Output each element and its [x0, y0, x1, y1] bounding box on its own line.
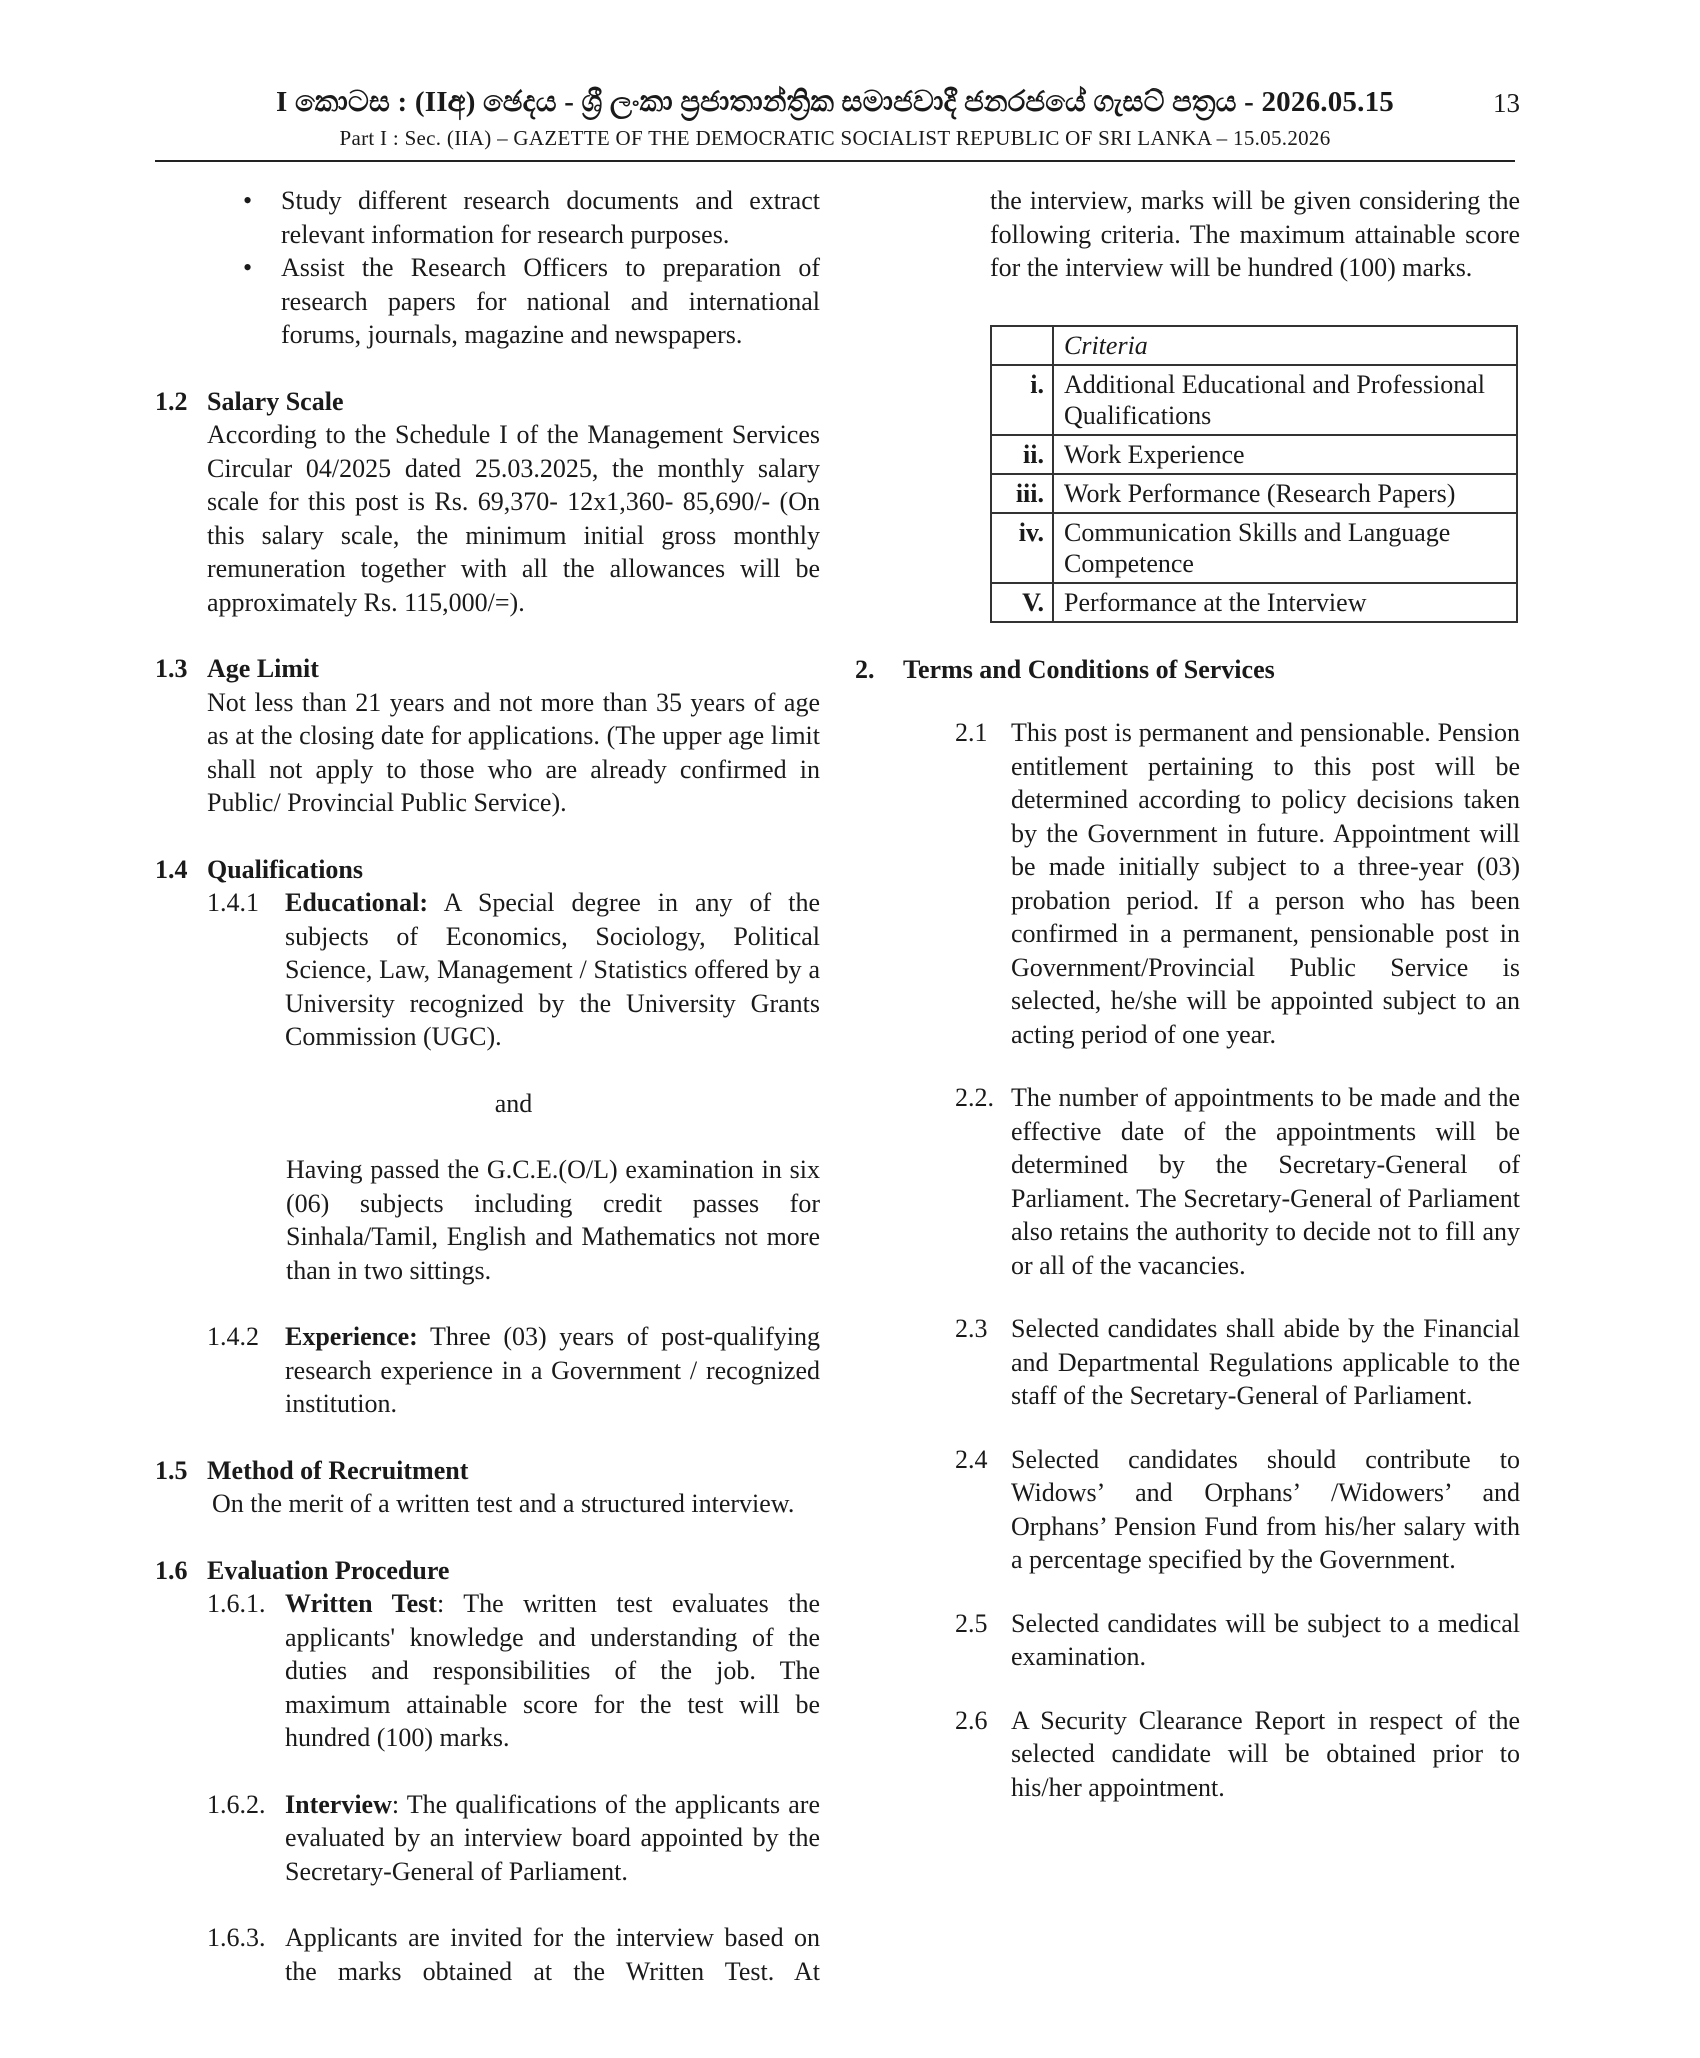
section-number: 1.5 — [155, 1455, 188, 1485]
subsection-number: 1.6.1. — [207, 1589, 266, 1618]
subsection-text — [285, 1320, 820, 1421]
item-number: 2.4 — [955, 1444, 988, 1474]
bullet-text: Assist the Research Officers to preparation of research papers for national and international forums, journals, magazine and newspapers. — [281, 253, 820, 349]
section-heading — [855, 653, 1520, 687]
section-number: 1.6 — [155, 1555, 188, 1585]
subsection — [155, 1921, 820, 1988]
spacer — [155, 1054, 820, 1087]
and-connector: and — [494, 1088, 533, 1118]
spacer — [155, 1888, 820, 1921]
list-item — [855, 1443, 1520, 1577]
table-row — [991, 583, 1517, 622]
criteria-text: Work Performance (Research Papers) — [1053, 474, 1517, 513]
subsection-number: 1.6.3. — [207, 1923, 266, 1952]
section-number: 1.4 — [155, 854, 188, 884]
section-title: Evaluation Procedure — [207, 1555, 450, 1585]
criteria-text: Work Experience — [1053, 435, 1517, 474]
subsection-label: Experience: — [285, 1322, 418, 1351]
subsection-label: Interview — [285, 1789, 392, 1819]
interview-continuation: the interview, marks will be given considering the following criteria. The maximum attainable score for the interview will be hundred (100) marks. — [990, 186, 1520, 282]
section-title: Salary Scale — [207, 386, 344, 416]
section-heading — [155, 853, 820, 887]
section-heading — [155, 1454, 820, 1488]
section-number: 1.2 — [155, 386, 188, 416]
page-number: 13 — [1493, 88, 1520, 118]
header-sinhala: I කොටස : (IIඅ) ඡෙදය - ශ්‍රී ලංකා ප්‍රජාතාන්ත්‍රික සමාජවාදී ජනරජයේ ගැසට් පත්‍රය - 2026.05.15 — [276, 86, 1394, 118]
item-number: 2.1 — [955, 718, 988, 747]
subsection — [155, 886, 820, 1054]
criteria-text: Performance at the Interview — [1053, 583, 1517, 622]
bullet-dot: • — [243, 186, 253, 215]
item-text: The number of appointments to be made and the effective date of the appointments will be determined by the Secretary-General of Parliament. The Secretary-General of Parliament also retains the authority to decide not to fill any or all of the vacancies. — [1011, 1083, 1520, 1280]
subsection-label: Written Test — [285, 1589, 437, 1618]
header-rule — [155, 160, 1515, 162]
subsection-number: 1.4.1 — [207, 888, 259, 917]
olevel-text: Having passed the G.C.E.(O/L) examination in six (06) subjects including credit passes for Sinhala/Tamil, English and Mathematics not more than in two sittings. — [286, 1155, 820, 1285]
table-row — [991, 326, 1517, 365]
subsection-text: Applicants are invited for the interview based on the marks obtained at the Written Test. At — [285, 1923, 820, 1986]
spacer — [155, 1755, 820, 1788]
item-text: Selected candidates should contribute to Widows’ and Orphans’ /Widowers’ and Orphans’ Pension Fund from his/her salary with a percentage specified by the Government. — [1011, 1444, 1520, 1574]
educational-text: A Special degree in any of the subjects of Economics, Sociology, Political Science, Law, Management / Statistics offered by a University recognized by the University Grants Commission (UGC). — [285, 888, 820, 1051]
subsection-number: 1.4.2 — [207, 1322, 259, 1351]
section-title: Qualifications — [207, 854, 364, 884]
spacer — [155, 1120, 820, 1153]
item-text: This post is permanent and pensionable. Pension entitlement pertaining to this post will be determined according to policy decisions taken by the Government in future. Appointment will be made initially subject to a three-year (03) probation period. If a person who has been confirmed in a permanent, pensionable post in Government/Provincial Public Service is selected, he/she will be appointed subject to an acting period of one year. — [1011, 718, 1520, 1049]
header-english: Part I : Sec. (IIA) – GAZETTE OF THE DEMOCRATIC SOCIALIST REPUBLIC OF SRI LANKA – 15.05.2026 — [339, 126, 1331, 150]
table-cell — [991, 326, 1053, 365]
section-title: Age Limit — [207, 654, 319, 683]
list-item — [855, 1081, 1520, 1282]
interview-text: : The qualifications of the applicants are evaluated by an interview board appointed by the Secretary-General of Parliament. — [285, 1789, 820, 1886]
subsection — [155, 1587, 820, 1755]
item-text: Selected candidates will be subject to a medical examination. — [1011, 1608, 1520, 1671]
criteria-number: ii. — [991, 435, 1053, 474]
section-heading — [155, 1554, 820, 1588]
list-item — [855, 716, 1520, 1051]
subsection-text — [285, 1587, 820, 1755]
table-row — [991, 513, 1517, 583]
criteria-text: Communication Skills and Language Competence — [1053, 513, 1517, 583]
criteria-text: Additional Educational and Professional Qualifications — [1053, 365, 1517, 435]
salary-scale-text: According to the Schedule I of the Management Services Circular 04/2025 dated 25.03.2025, the monthly salary scale for this post is Rs. 69,370- 12x1,360- 85,690/- (On this salary scale, the minimum initial gross monthly remuneration together with all the allowances will be approximately Rs. 115,000/=). — [207, 420, 820, 617]
item-number: 2.5 — [955, 1608, 988, 1638]
item-text: A Security Clearance Report in respect of the selected candidate will be obtained prior to his/her appointment. — [1011, 1705, 1520, 1802]
section-heading — [155, 652, 820, 686]
subsection-text — [285, 886, 820, 1054]
item-text: Selected candidates shall abide by the Financial and Departmental Regulations applicable to the staff of the Secretary-General of Parliament. — [1011, 1314, 1520, 1410]
subsection — [155, 1320, 820, 1421]
item-number: 2.2. — [955, 1083, 994, 1112]
section-heading — [155, 385, 820, 419]
section-title: Terms and Conditions of Services — [903, 654, 1275, 684]
section-number: 2. — [855, 654, 875, 684]
table-row — [991, 474, 1517, 513]
spacer — [155, 1287, 820, 1320]
table-row — [991, 365, 1517, 435]
criteria-number: V. — [991, 583, 1053, 622]
bullet-text: Study different research documents and extract relevant information for research purposes. — [281, 186, 820, 249]
list-item — [855, 1312, 1520, 1413]
criteria-number: i. — [991, 365, 1053, 435]
experience-text: Three (03) years of post-qualifying research experience in a Government / recognized institution. — [285, 1322, 820, 1418]
list-item — [855, 1607, 1520, 1674]
item-number: 2.3 — [955, 1314, 988, 1343]
subsection — [155, 1788, 820, 1889]
age-limit-text: Not less than 21 years and not more than 35 years of age as at the closing date for applications. (The upper age limit shall not apply to those who are already confirmed in Public/ Provincial Public Service). — [207, 687, 820, 817]
subsection-text — [285, 1788, 820, 1889]
subsection-number: 1.6.2. — [207, 1789, 266, 1819]
table-row — [991, 435, 1517, 474]
list-item — [855, 1704, 1520, 1805]
section-title: Method of Recruitment — [207, 1455, 469, 1485]
criteria-number: iv. — [991, 513, 1053, 583]
criteria-table — [990, 325, 1518, 623]
right-column — [855, 184, 1520, 1804]
section-number: 1.3 — [155, 654, 188, 683]
bullet-item — [155, 184, 820, 251]
bullet-dot: • — [243, 253, 253, 282]
written-test-text: : The written test evaluates the applicants' knowledge and understanding of the duties and responsibilities of the job. The maximum attainable score for the test will be hundred (100) marks. — [285, 1589, 820, 1752]
bullet-item — [155, 251, 820, 352]
subsection-label: Educational: — [285, 888, 429, 917]
item-number: 2.6 — [955, 1705, 988, 1735]
recruitment-text: On the merit of a written test and a structured interview. — [212, 1489, 795, 1518]
criteria-number: iii. — [991, 474, 1053, 513]
left-column — [155, 184, 820, 1988]
table-header: Criteria — [1053, 326, 1517, 365]
